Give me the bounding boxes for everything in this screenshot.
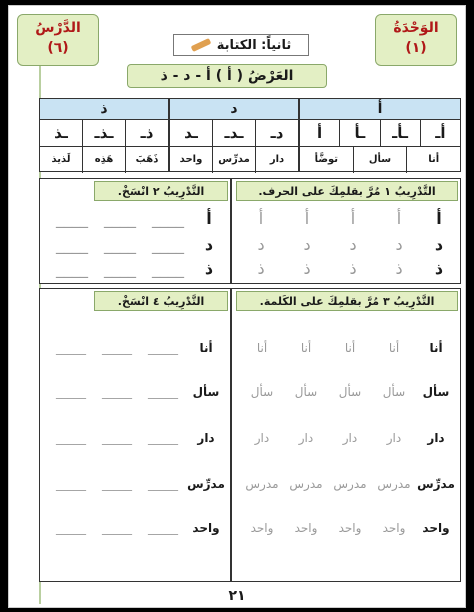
row-label: واحد	[192, 521, 220, 535]
exercise-row	[44, 477, 226, 491]
copy-blank[interactable]: _____	[56, 385, 86, 399]
trace-word[interactable]: أنا	[344, 341, 356, 355]
row-label: ذ	[434, 259, 444, 278]
letter-forms-row	[170, 120, 298, 147]
exercise-row	[236, 209, 456, 228]
copy-blank[interactable]: _____	[56, 341, 86, 355]
trace-word[interactable]: واحد	[250, 521, 274, 535]
letter-form: ـذـ	[82, 120, 125, 146]
section-title-text: ثانياً: الكتابة	[216, 37, 292, 53]
row-label: ذ	[204, 259, 214, 278]
letter-table	[39, 98, 461, 172]
row-label: واحد	[422, 521, 450, 535]
unit-label: الوَحْدَةُ	[393, 20, 439, 36]
exercise-row	[44, 209, 226, 228]
trace-word[interactable]: مدرس	[377, 477, 411, 491]
copy-blank[interactable]: _____	[102, 477, 132, 491]
trace-letter[interactable]: أ	[258, 209, 264, 228]
exercise-2-panel	[39, 178, 231, 284]
trace-word[interactable]: أنا	[300, 341, 312, 355]
letter-forms-row	[300, 120, 460, 147]
row-label: أ	[206, 209, 212, 228]
letter-group-dal	[170, 99, 298, 171]
letter-form: ـأـ	[380, 120, 420, 146]
copy-blank[interactable]: ____	[104, 259, 136, 278]
letter-words-row	[40, 147, 168, 173]
trace-word[interactable]: سأل	[294, 385, 318, 399]
unit-tab	[375, 14, 457, 66]
example-word: ذَهَبَ	[125, 147, 168, 173]
copy-blank[interactable]: ____	[104, 235, 136, 254]
group-divider	[298, 99, 300, 171]
unit-number: (١)	[405, 40, 427, 56]
copy-blank[interactable]: _____	[102, 431, 132, 445]
letter-form: ـدـ	[212, 120, 255, 146]
group-divider	[168, 99, 170, 171]
letter-form: ذـ	[125, 120, 168, 146]
copy-blank[interactable]: _____	[148, 431, 178, 445]
copy-blank[interactable]: _____	[56, 431, 86, 445]
example-word: دار	[255, 147, 298, 173]
trace-letter[interactable]: أ	[396, 209, 402, 228]
letter-words-row	[170, 147, 298, 173]
row-label: دار	[427, 431, 445, 445]
copy-blank[interactable]: _____	[148, 477, 178, 491]
trace-letter[interactable]: أ	[304, 209, 310, 228]
trace-word[interactable]: واحد	[382, 521, 406, 535]
presentation-banner: العَرْضُ ( أ ) أ - د - ذ	[127, 64, 327, 88]
trace-letter[interactable]: د	[395, 235, 403, 254]
copy-blank[interactable]: _____	[148, 341, 178, 355]
exercise-1-title: التَّدْرِيبُ ١ مُرَّ بقلمِكَ على الحرف.	[236, 181, 458, 201]
trace-word[interactable]: سأل	[382, 385, 406, 399]
copy-blank[interactable]: _____	[148, 385, 178, 399]
letter-form: أ	[317, 124, 323, 142]
exercise-row	[236, 385, 456, 399]
row-label: د	[434, 235, 444, 254]
trace-letter[interactable]: ذ	[349, 259, 357, 278]
row-label: أنا	[429, 341, 443, 355]
row-label: سأل	[422, 385, 450, 399]
copy-blank[interactable]: ____	[104, 209, 136, 228]
trace-word[interactable]: واحد	[338, 521, 362, 535]
example-word: لَذيذ	[51, 154, 71, 165]
row-label: دار	[197, 431, 215, 445]
row-label: مدرِّس	[417, 477, 455, 491]
trace-letter[interactable]: ذ	[257, 259, 265, 278]
exercise-row	[44, 341, 226, 355]
letter-form: ـأ	[339, 120, 379, 146]
example-word: توضَّأ	[314, 154, 339, 165]
trace-letter[interactable]: ذ	[303, 259, 311, 278]
trace-word[interactable]: دار	[386, 431, 402, 445]
letter-header: أ	[300, 99, 460, 120]
lesson-tab	[17, 14, 99, 66]
trace-word[interactable]: سأل	[338, 385, 362, 399]
copy-blank[interactable]: ____	[152, 259, 184, 278]
example-word: هَذِه	[82, 147, 125, 173]
trace-letter[interactable]: د	[349, 235, 357, 254]
exercise-row	[236, 477, 456, 491]
trace-word[interactable]: دار	[254, 431, 270, 445]
trace-word[interactable]: واحد	[294, 521, 318, 535]
exercise-1-panel	[231, 178, 461, 284]
copy-blank[interactable]: _____	[102, 341, 132, 355]
exercise-4-title: التَّدْرِيبُ ٤ انْسَخْ.	[94, 291, 228, 311]
exercise-row	[44, 431, 226, 445]
letter-group-dhal	[40, 99, 168, 171]
exercise-3-title: التَّدْرِيبُ ٣ مُرَّ بقلمِكَ على الكَلمة.	[236, 291, 458, 311]
row-label: د	[204, 235, 214, 254]
trace-letter[interactable]: د	[257, 235, 265, 254]
exercise-3-panel	[231, 288, 461, 582]
exercise-row	[44, 521, 226, 535]
lesson-number: (٦)	[47, 40, 69, 56]
exercise-row	[44, 259, 226, 278]
trace-word[interactable]: مدرس	[245, 477, 279, 491]
exercise-2-title: التَّدْرِيبُ ٢ انْسَخْ.	[94, 181, 228, 201]
trace-word[interactable]: دار	[298, 431, 314, 445]
copy-blank[interactable]: _____	[148, 521, 178, 535]
letter-form: دـ	[255, 120, 298, 146]
exercise-row	[236, 235, 456, 254]
example-word: واحد	[179, 154, 203, 165]
letter-forms-row	[40, 120, 168, 147]
pencil-icon	[190, 38, 211, 52]
row-label: أنا	[199, 341, 213, 355]
row-label: أ	[436, 209, 442, 228]
copy-blank[interactable]: ____	[56, 259, 88, 278]
exercise-row	[236, 341, 456, 355]
trace-word[interactable]: أنا	[388, 341, 400, 355]
copy-blank[interactable]: _____	[56, 521, 86, 535]
copy-blank[interactable]: _____	[102, 385, 132, 399]
page-number: ٢١	[228, 588, 246, 604]
letter-group-alif	[300, 99, 460, 171]
letter-form: ـذ	[54, 124, 68, 142]
exercise-row	[44, 235, 226, 254]
trace-letter[interactable]: ذ	[395, 259, 403, 278]
example-word: أنا	[406, 147, 460, 173]
exercise-row	[236, 431, 456, 445]
copy-blank[interactable]: ____	[152, 235, 184, 254]
trace-word[interactable]: سأل	[250, 385, 274, 399]
trace-word[interactable]: أنا	[256, 341, 268, 355]
example-word: سأل	[353, 147, 407, 173]
copy-blank[interactable]: ____	[56, 235, 88, 254]
exercise-4-panel	[39, 288, 231, 582]
lesson-label: الدَّرْسُ	[35, 20, 81, 36]
row-label: مدرِّس	[187, 477, 225, 491]
trace-letter[interactable]: د	[303, 235, 311, 254]
letter-form: أـ	[420, 120, 460, 146]
trace-word[interactable]: مدرس	[333, 477, 367, 491]
copy-blank[interactable]: ____	[152, 209, 184, 228]
copy-blank[interactable]: _____	[102, 521, 132, 535]
exercise-row	[236, 259, 456, 278]
letter-header: د	[170, 99, 298, 120]
workbook-page	[8, 5, 466, 608]
letter-form: ـد	[184, 124, 198, 142]
copy-blank[interactable]: _____	[56, 477, 86, 491]
exercise-row	[236, 521, 456, 535]
copy-blank[interactable]: ____	[56, 209, 88, 228]
trace-letter[interactable]: أ	[350, 209, 356, 228]
section-title	[173, 34, 309, 56]
trace-word[interactable]: مدرس	[289, 477, 323, 491]
row-label: سأل	[192, 385, 220, 399]
exercise-row	[44, 385, 226, 399]
letter-words-row	[300, 147, 460, 173]
example-word: مدرِّس	[212, 147, 255, 173]
trace-word[interactable]: دار	[342, 431, 358, 445]
letter-header: ذ	[40, 99, 168, 120]
